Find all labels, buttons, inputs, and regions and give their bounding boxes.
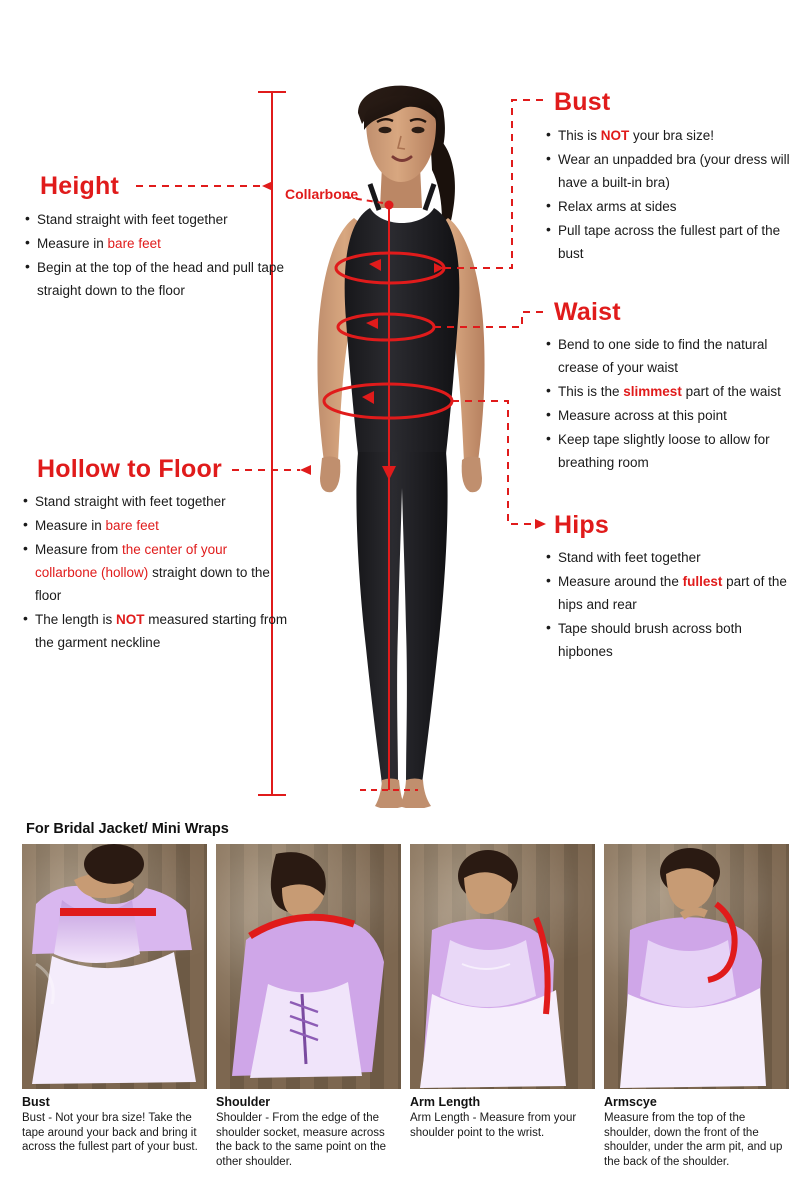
section-list-hollow-to-floor — [22, 490, 292, 655]
card-shoulder-photo — [216, 844, 401, 1089]
list-item: • Stand straight with feet together — [22, 490, 292, 513]
section-title-height: Height — [40, 172, 119, 200]
list-item: • Wear an unpadded bra (your dress will have a built-in bra) — [545, 148, 795, 194]
section-title-hips: Hips — [554, 511, 609, 539]
section-list-waist — [545, 333, 797, 475]
list-item: • Measure around the fullest part of the hips and rear — [545, 570, 797, 616]
section-list-bust — [545, 124, 795, 266]
section-title-hollow-to-floor: Hollow to Floor — [37, 455, 222, 483]
list-item: • Measure across at this point — [545, 404, 797, 427]
card-shoulder-text: Shoulder - From the edge of the shoulder socket, measure across the back to the same point on the other shoulder. — [216, 1112, 387, 1168]
model-figure — [262, 58, 542, 808]
card-arm-length-title: Arm Length — [410, 1095, 481, 1109]
list-item: • Measure from the center of your collarbone (hollow) straight down to the floor — [22, 538, 292, 607]
card-armscye — [604, 844, 789, 1169]
card-arm-length-text: Arm Length - Measure from your shoulder point to the wrist. — [410, 1112, 577, 1139]
collarbone-label: Collarbone — [285, 186, 359, 202]
section-list-hips — [545, 546, 797, 664]
list-item: • Pull tape across the fullest part of the bust — [545, 219, 795, 265]
card-armscye-text: Measure from the top of the shoulder, down the front of the shoulder, under the arm pit, and up the back of the shoulder. — [604, 1112, 783, 1168]
card-shoulder-title: Shoulder — [216, 1095, 271, 1109]
bottom-section-title: For Bridal Jacket/ Mini Wraps — [26, 821, 229, 837]
card-bust — [22, 844, 207, 1169]
list-item: • Stand straight with feet together — [24, 208, 286, 231]
card-bust-text: Bust - Not your bra size! Take the tape around your back and bring it across the fullest part of your bust. — [22, 1112, 198, 1153]
section-title-waist: Waist — [554, 298, 621, 326]
model-illustration — [262, 58, 542, 808]
list-item: • Relax arms at sides — [545, 195, 795, 218]
section-title-bust: Bust — [554, 88, 611, 116]
list-item: • Measure in bare feet — [22, 514, 292, 537]
card-bust-photo — [22, 844, 207, 1089]
card-armscye-title: Armscye — [604, 1095, 657, 1109]
card-bust-title: Bust — [22, 1095, 50, 1109]
list-item: • Bend to one side to find the natural crease of your waist — [545, 333, 797, 379]
card-armscye-photo — [604, 844, 789, 1089]
list-item: • Tape should brush across both hipbones — [545, 617, 797, 663]
list-item: • Measure in bare feet — [24, 232, 286, 255]
section-list-height — [24, 208, 286, 303]
list-item: • Stand with feet together — [545, 546, 797, 569]
card-arm-length — [410, 844, 595, 1169]
list-item: • The length is NOT measured starting from the garment neckline — [22, 608, 292, 654]
list-item: • This is the slimmest part of the waist — [545, 380, 797, 403]
list-item: • This is NOT your bra size! — [545, 124, 795, 147]
card-shoulder — [216, 844, 401, 1169]
list-item: • Keep tape slightly loose to allow for breathing room — [545, 428, 797, 474]
list-item: • Begin at the top of the head and pull tape straight down to the floor — [24, 256, 286, 302]
bridal-jacket-cards — [22, 844, 782, 1169]
card-arm-length-photo — [410, 844, 595, 1089]
